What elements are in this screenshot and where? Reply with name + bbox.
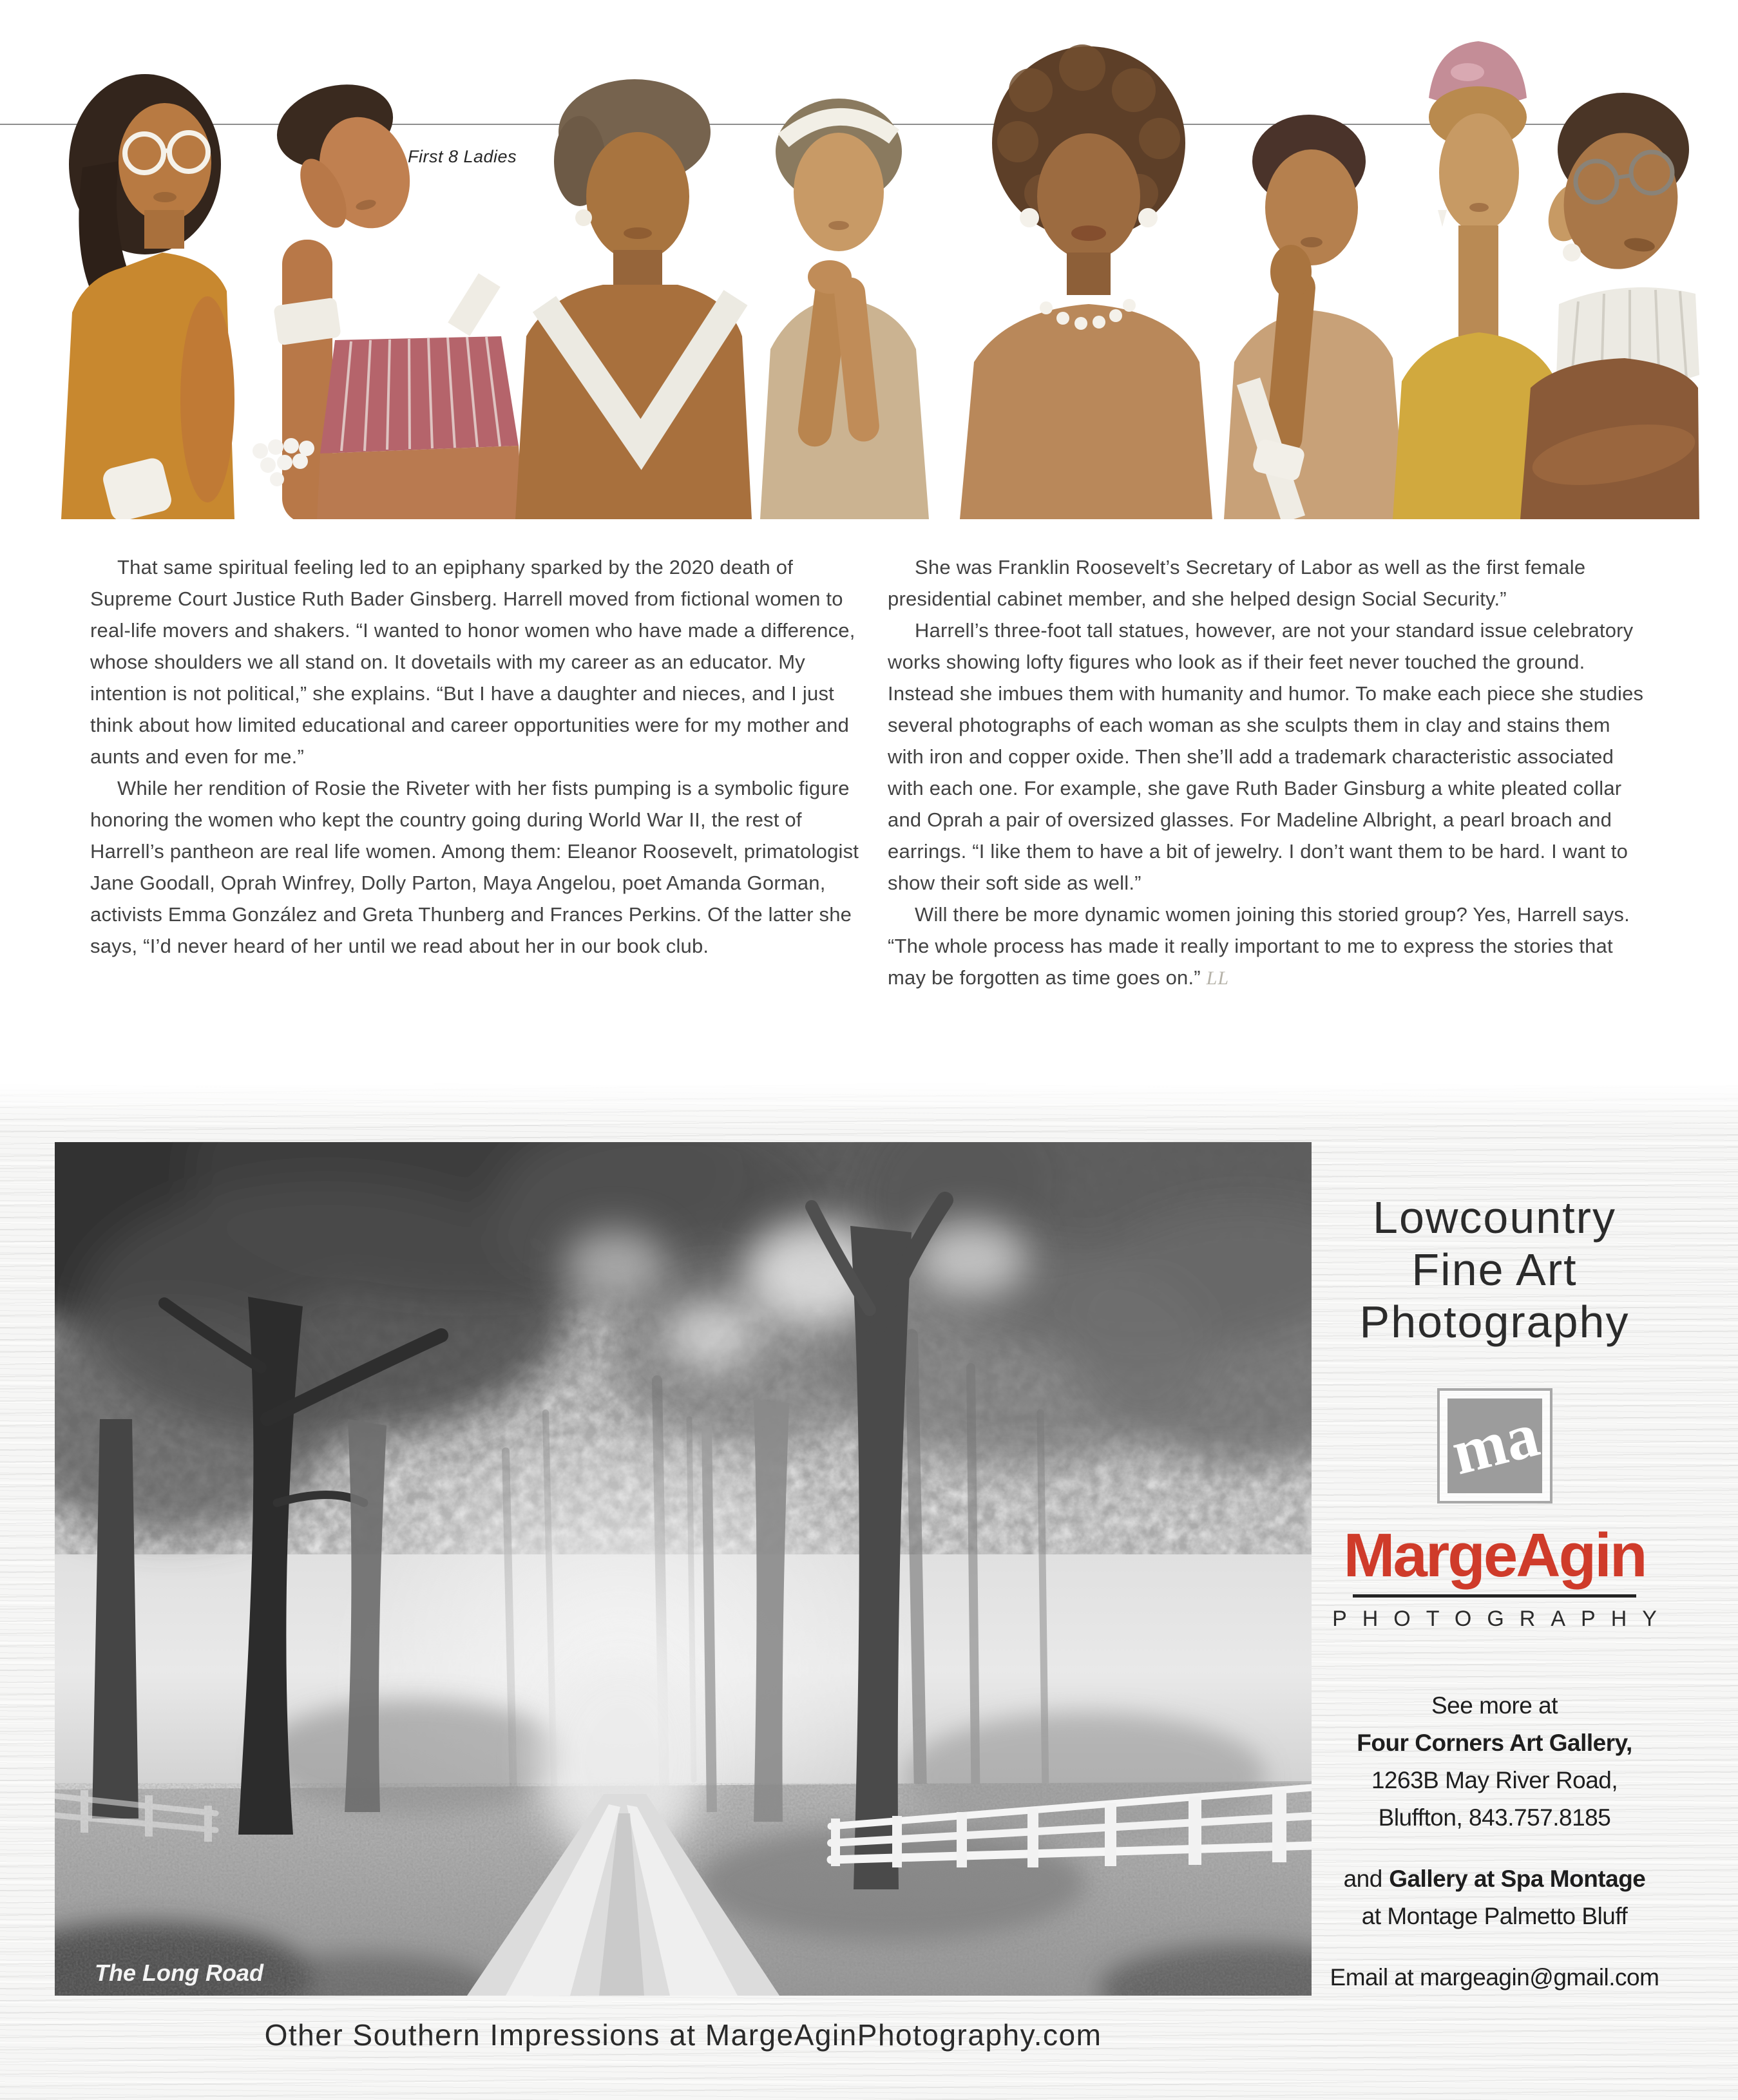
- margeagin-logo-square: [1444, 1398, 1545, 1493]
- spacer: [1282, 1935, 1707, 1959]
- photo-caption: The Long Road: [95, 1960, 263, 1986]
- gallery2-location: at Montage Palmetto Bluff: [1361, 1903, 1628, 1929]
- sculpture-figure-headband: [760, 99, 929, 519]
- sculpture-figure-oprah: [61, 74, 234, 519]
- and-word: and: [1343, 1866, 1382, 1892]
- sculptures-photo: [46, 23, 1699, 519]
- ad-headline-line: Lowcountry: [1373, 1192, 1616, 1243]
- gallery1-city-phone: Bluffton, 843.757.8185: [1378, 1804, 1611, 1831]
- brand-rule: [1353, 1594, 1636, 1598]
- spacer: [1282, 1837, 1707, 1860]
- article-left-column: [90, 551, 862, 962]
- ad-footer-line: Other Southern Impressions at MargeAginPhotography.com: [264, 2018, 1102, 2052]
- article-paragraph: She was Franklin Roosevelt’s Secretary of Labor as well as the first female presidential cabinet member, and she helped design Social Security.”: [888, 556, 1586, 610]
- ad-headline-line: Photography: [1359, 1297, 1630, 1347]
- margeagin-advertisement: [0, 1082, 1738, 2100]
- article-end-mark: LL: [1206, 968, 1230, 989]
- see-more-line: See more at: [1431, 1692, 1558, 1719]
- email-line: Email at margeagin@gmail.com: [1330, 1964, 1659, 1990]
- sculpture-figure-rosie: [515, 79, 752, 519]
- gallery1-address: 1263B May River Road,: [1371, 1767, 1618, 1793]
- sculpture-figure-leaning: [253, 72, 523, 519]
- gallery2-line: [1282, 1860, 1707, 1898]
- sculpture-caption: First 8 Ladies: [408, 147, 517, 166]
- brand-word: PHOTOGRAPHY: [1332, 1607, 1672, 1631]
- sculpture-figure-rbg: [1520, 93, 1699, 519]
- margeagin-logo: [1437, 1388, 1552, 1503]
- long-road-photo: [55, 1142, 1312, 1996]
- ad-headline: [1282, 1192, 1707, 1348]
- gallery1-name: Four Corners Art Gallery,: [1357, 1730, 1632, 1756]
- article-paragraph: While her rendition of Rosie the Riveter with her fists pumping is a symbolic figure honoring the women who kept the country going during World War II, the rest of Harrell’s pantheon are real life women. Among them: Eleanor Roosevelt, primatologist Jane Goodall, Oprah Winfrey, Dolly Parton, Maya Angelou, poet Amanda Gorman, activists Emma González and Greta Thunberg and Frances Perkins. Of the latter she says, “I’d never heard of her until we read about her in our book club.: [90, 777, 859, 957]
- sculpture-figure-afro-pearls: [960, 44, 1212, 519]
- article-paragraph: That same spiritual feeling led to an epiphany sparked by the 2020 death of Supreme Court Justice Ruth Bader Ginsberg. Harrell moved from fictional women to real-life movers and shakers. “I wanted to honor women who have made a difference, whose shoulders we all stand on. It dovetails with my career as an educator. My intention is not political,” she explains. “But I have a daughter and nieces, and I just think about how limited educational and career opportunities were for my mother and aunts and even for me.”: [90, 556, 855, 768]
- brand-name: MargeAgin: [1343, 1521, 1646, 1590]
- ad-right-column: [1282, 1192, 1707, 1996]
- sculpture-figure-hands-chin: [1224, 115, 1406, 519]
- ma-monogram: ma: [1444, 1398, 1545, 1489]
- article-paragraph-text: Will there be more dynamic women joining this storied group? Yes, Harrell says. “The whole process has made it really important to me to express the stories that may be forgotten as time goes on.”: [888, 903, 1630, 989]
- article-right-column: [888, 551, 1652, 994]
- gallery2-name: Gallery at Spa Montage: [1389, 1866, 1646, 1892]
- article-paragraph: [888, 899, 1652, 994]
- article-paragraph: Harrell’s three-foot tall statues, however, are not your standard issue celebratory works showing lofty figures who look as if their feet never touched the ground. Instead she imbues them with humanity and humor. To make each piece she studies several photographs of each woman as she sculpts them in clay and stains them with iron and copper oxide. Then she’ll add a trademark characteristic associated with each one. For example, she gave Ruth Bader Ginsburg a white pleated collar and Oprah a pair of oversized glasses. For Madeline Albright, a pearl broach and earrings. “I like them to have a bit of jewelry. I don’t want them to be hard. I want to show their soft side as well.”: [888, 619, 1644, 894]
- ad-headline-line: Fine Art: [1411, 1245, 1578, 1295]
- ad-contact-block: [1282, 1687, 1707, 1996]
